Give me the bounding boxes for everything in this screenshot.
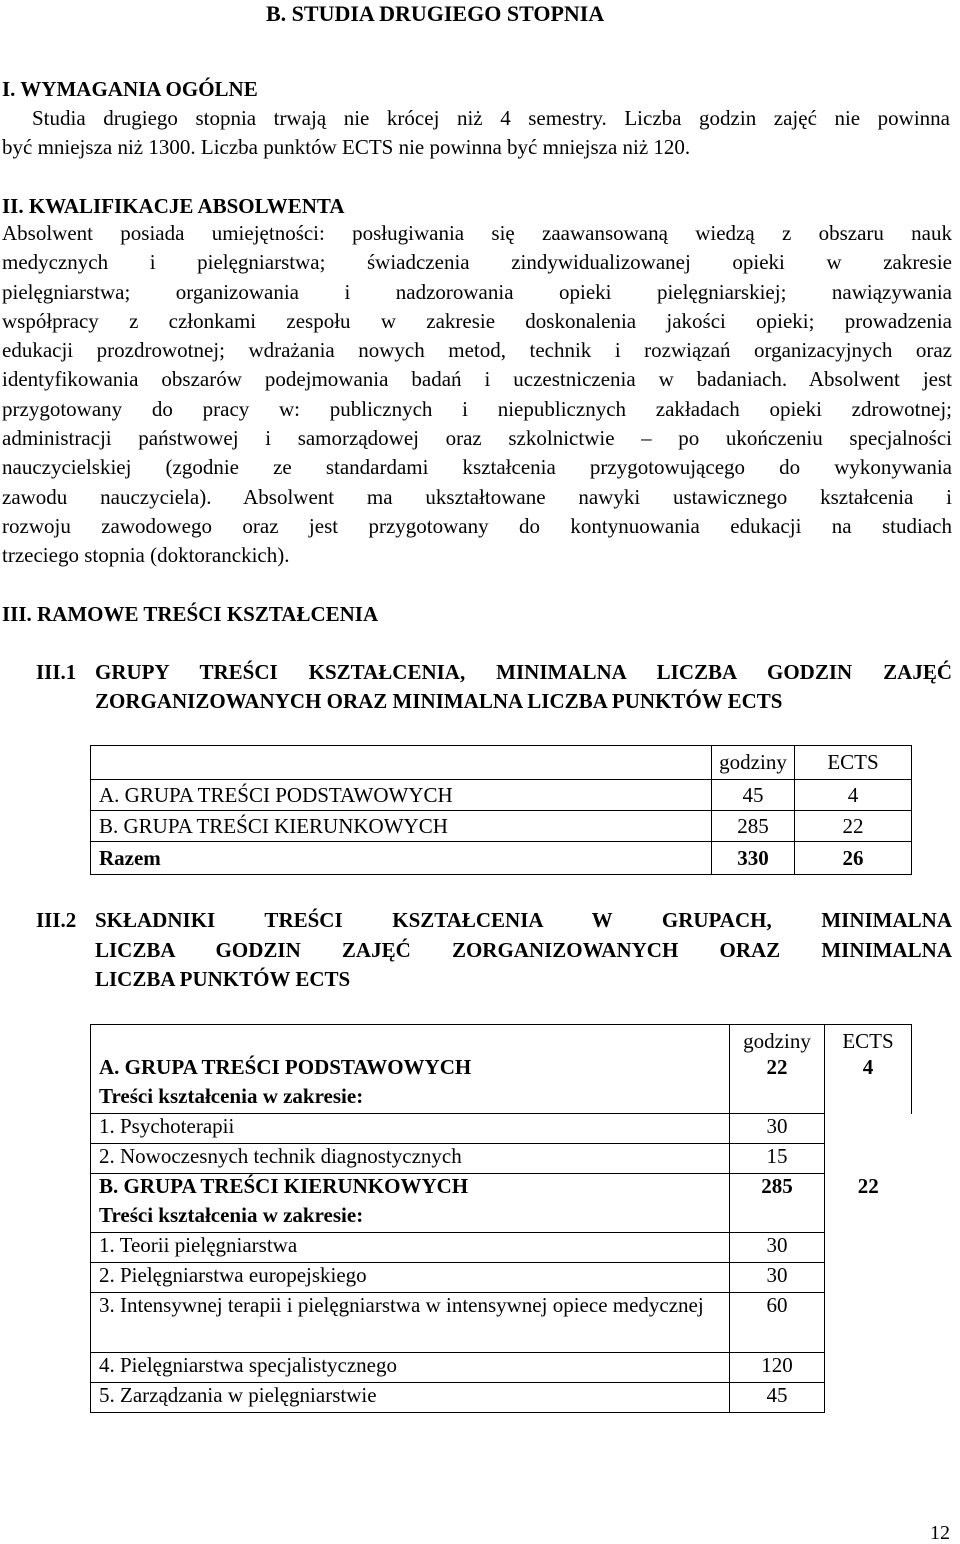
paragraph-line: przygotowany do pracy w: publicznych i niepublicznych zakładach opieki zdrowotnej; <box>2 396 952 421</box>
table-cell-subject: 2. Pielęgniarstwa europejskiego <box>91 1263 730 1293</box>
table-cell-ects: 22 <box>795 811 912 842</box>
table-cell-hours: 285 <box>712 811 795 842</box>
paragraph-line: Absolwent posiada umiejętności: posługiwania się zaawansowaną wiedzą z obszaru nauk <box>2 221 952 245</box>
table-header-cell <box>91 746 712 780</box>
table-cell-ects: 4 <box>795 780 912 811</box>
paragraph-line: pielęgniarstwa; organizowania i nadzorowania opieki pielęgniarskiej; nawiązywania <box>2 279 952 304</box>
table-row <box>91 1233 912 1263</box>
group-a-name: A. GRUPA TREŚCI PODSTAWOWYCH <box>91 1055 730 1084</box>
table-cell-hours: 60 <box>730 1293 825 1353</box>
table-header-row <box>91 1025 912 1055</box>
table-cell-empty <box>825 1383 912 1413</box>
table-row <box>91 1353 912 1383</box>
section-3-2-heading-line-1: SKŁADNIKI TREŚCI KSZTAŁCENIA W GRUPACH, MINIMALNA <box>95 908 952 932</box>
table-cell-empty <box>825 1144 912 1174</box>
table-cell-empty <box>825 1293 912 1353</box>
table-subheading-row <box>91 1203 912 1233</box>
table-header-ects: ECTS <box>825 1025 912 1055</box>
table-cell-empty <box>825 1233 912 1263</box>
table-cell-hours: 120 <box>730 1353 825 1383</box>
paragraph-line: edukacji prozdrowotnej; wdrażania nowych metod, technik i rozwiązań organizacyjnych oraz <box>2 338 952 363</box>
table-cell-subject: 3. Intensywnej terapii i pielęgniarstwa w intensywnej opiece medycznej <box>91 1293 730 1353</box>
table-row <box>91 780 912 811</box>
section-2-paragraph <box>2 219 952 571</box>
paragraph-line: nauczycielskiej (zgodnie ze standardami kształcenia przygotowującego do wykonywania <box>2 455 952 480</box>
section-3-1-heading-line-2: ZORGANIZOWANYCH ORAZ MINIMALNA LICZBA PUNKTÓW ECTS <box>95 689 783 713</box>
table-row <box>91 1383 912 1413</box>
group-b-ects: 22 <box>857 1173 879 1198</box>
table-header-row <box>91 746 912 780</box>
table-cell-total-hours: 330 <box>712 842 795 875</box>
table-cell-empty <box>825 1084 912 1114</box>
table-header-cell <box>91 1025 730 1055</box>
group-a-ects: 4 <box>825 1055 912 1084</box>
table-cell-empty <box>825 1114 912 1144</box>
section-3-1-number: III.1 <box>36 660 77 684</box>
table-cell-subject: 2. Nowoczesnych technik diagnostycznych <box>91 1144 730 1174</box>
table-cell-hours: 45 <box>712 780 795 811</box>
table-header-hours: godziny <box>730 1025 825 1055</box>
table-group-row <box>91 1174 912 1203</box>
table-row <box>91 1263 912 1293</box>
table-cell-subject: 1. Psychoterapii <box>91 1114 730 1144</box>
table-cell-empty <box>825 1353 912 1383</box>
section-3-2-heading-line-3: LICZBA PUNKTÓW ECTS <box>95 967 351 991</box>
table-header-ects: ECTS <box>795 746 912 780</box>
group-b-name: B. GRUPA TREŚCI KIERUNKOWYCH <box>91 1174 730 1203</box>
paragraph-line: medycznych i pielęgniarstwa; świadczenia zindywidualizowanej opieki w zakresie <box>2 250 952 275</box>
table-cell-hours: 45 <box>730 1383 825 1413</box>
table-row <box>91 1293 912 1353</box>
table-cell-hours: 30 <box>730 1263 825 1293</box>
section-2-heading: II. KWALIFIKACJE ABSOLWENTA <box>2 194 345 218</box>
table-group-components <box>90 1024 912 1413</box>
table-cell-empty <box>825 1203 912 1233</box>
paragraph-line: administracji państwowej i samorządowej oraz szkolnictwie – po ukończeniu specjalności <box>2 426 952 451</box>
table-cell-subject: 4. Pielęgniarstwa specjalistycznego <box>91 1353 730 1383</box>
document-title: B. STUDIA DRUGIEGO STOPNIA <box>266 1 605 26</box>
table-groups-summary <box>90 745 912 875</box>
table-cell-subject: 5. Zarządzania w pielęgniarstwie <box>91 1383 730 1413</box>
table-row <box>91 811 912 842</box>
table-header-hours: godziny <box>712 746 795 780</box>
table-row <box>91 1144 912 1174</box>
table-cell-empty <box>825 1263 912 1293</box>
group-b-hours: 285 <box>730 1174 825 1203</box>
paragraph-line: identyfikowania obszarów podejmowania badań i uczestniczenia w badaniach. Absolwent jest <box>2 367 952 392</box>
table-cell-group: A. GRUPA TREŚCI PODSTAWOWYCH <box>91 780 712 811</box>
table-total-row <box>91 842 912 875</box>
table-row <box>91 1114 912 1144</box>
page-number: 12 <box>930 1522 950 1544</box>
section-3-2-number: III.2 <box>36 908 77 932</box>
section-3-1-heading-line-1: GRUPY TREŚCI KSZTAŁCENIA, MINIMALNA LICZBA GODZIN ZAJĘĆ <box>95 660 952 684</box>
group-a-hours: 22 <box>730 1055 825 1084</box>
section-1-line-2: być mniejsza niż 1300. Liczba punktów ECTS nie powinna być mniejsza niż 120. <box>2 135 691 159</box>
table-group-row <box>91 1055 912 1084</box>
section-3-heading: III. RAMOWE TREŚCI KSZTAŁCENIA <box>2 602 379 626</box>
table-cell-hours: 15 <box>730 1144 825 1174</box>
section-1-line-1: Studia drugiego stopnia trwają nie krócej niż 4 semestry. Liczba godzin zajęć nie powinna <box>32 106 950 130</box>
table-cell-hours: 30 <box>730 1233 825 1263</box>
table-cell-total-label: Razem <box>91 842 712 875</box>
paragraph-line: współpracy z członkami zespołu w zakresie doskonalenia jakości opieki; prowadzenia <box>2 308 952 333</box>
paragraph-line: zawodu nauczyciela). Absolwent ma ukształtowane nawyki ustawicznego kształcenia i <box>2 484 952 509</box>
table-cell-hours: 30 <box>730 1114 825 1144</box>
table-subheading-row <box>91 1084 912 1114</box>
paragraph-line: rozwoju zawodowego oraz jest przygotowany do kontynuowania edukacji na studiach <box>2 513 952 538</box>
group-a-subheading: Treści kształcenia w zakresie: <box>91 1084 730 1114</box>
group-b-subheading: Treści kształcenia w zakresie: <box>91 1203 730 1233</box>
table-cell-total-ects: 26 <box>795 842 912 875</box>
table-cell-empty <box>730 1084 825 1114</box>
table-cell-subject: 1. Teorii pielęgniarstwa <box>91 1233 730 1263</box>
paragraph-line: trzeciego stopnia (doktoranckich). <box>2 543 290 568</box>
table-cell-empty <box>730 1203 825 1233</box>
section-3-2-heading-line-2: LICZBA GODZIN ZAJĘĆ ZORGANIZOWANYCH ORAZ MINIMALNA <box>95 938 952 962</box>
table-cell-group: B. GRUPA TREŚCI KIERUNKOWYCH <box>91 811 712 842</box>
section-1-heading: I. WYMAGANIA OGÓLNE <box>2 77 258 101</box>
